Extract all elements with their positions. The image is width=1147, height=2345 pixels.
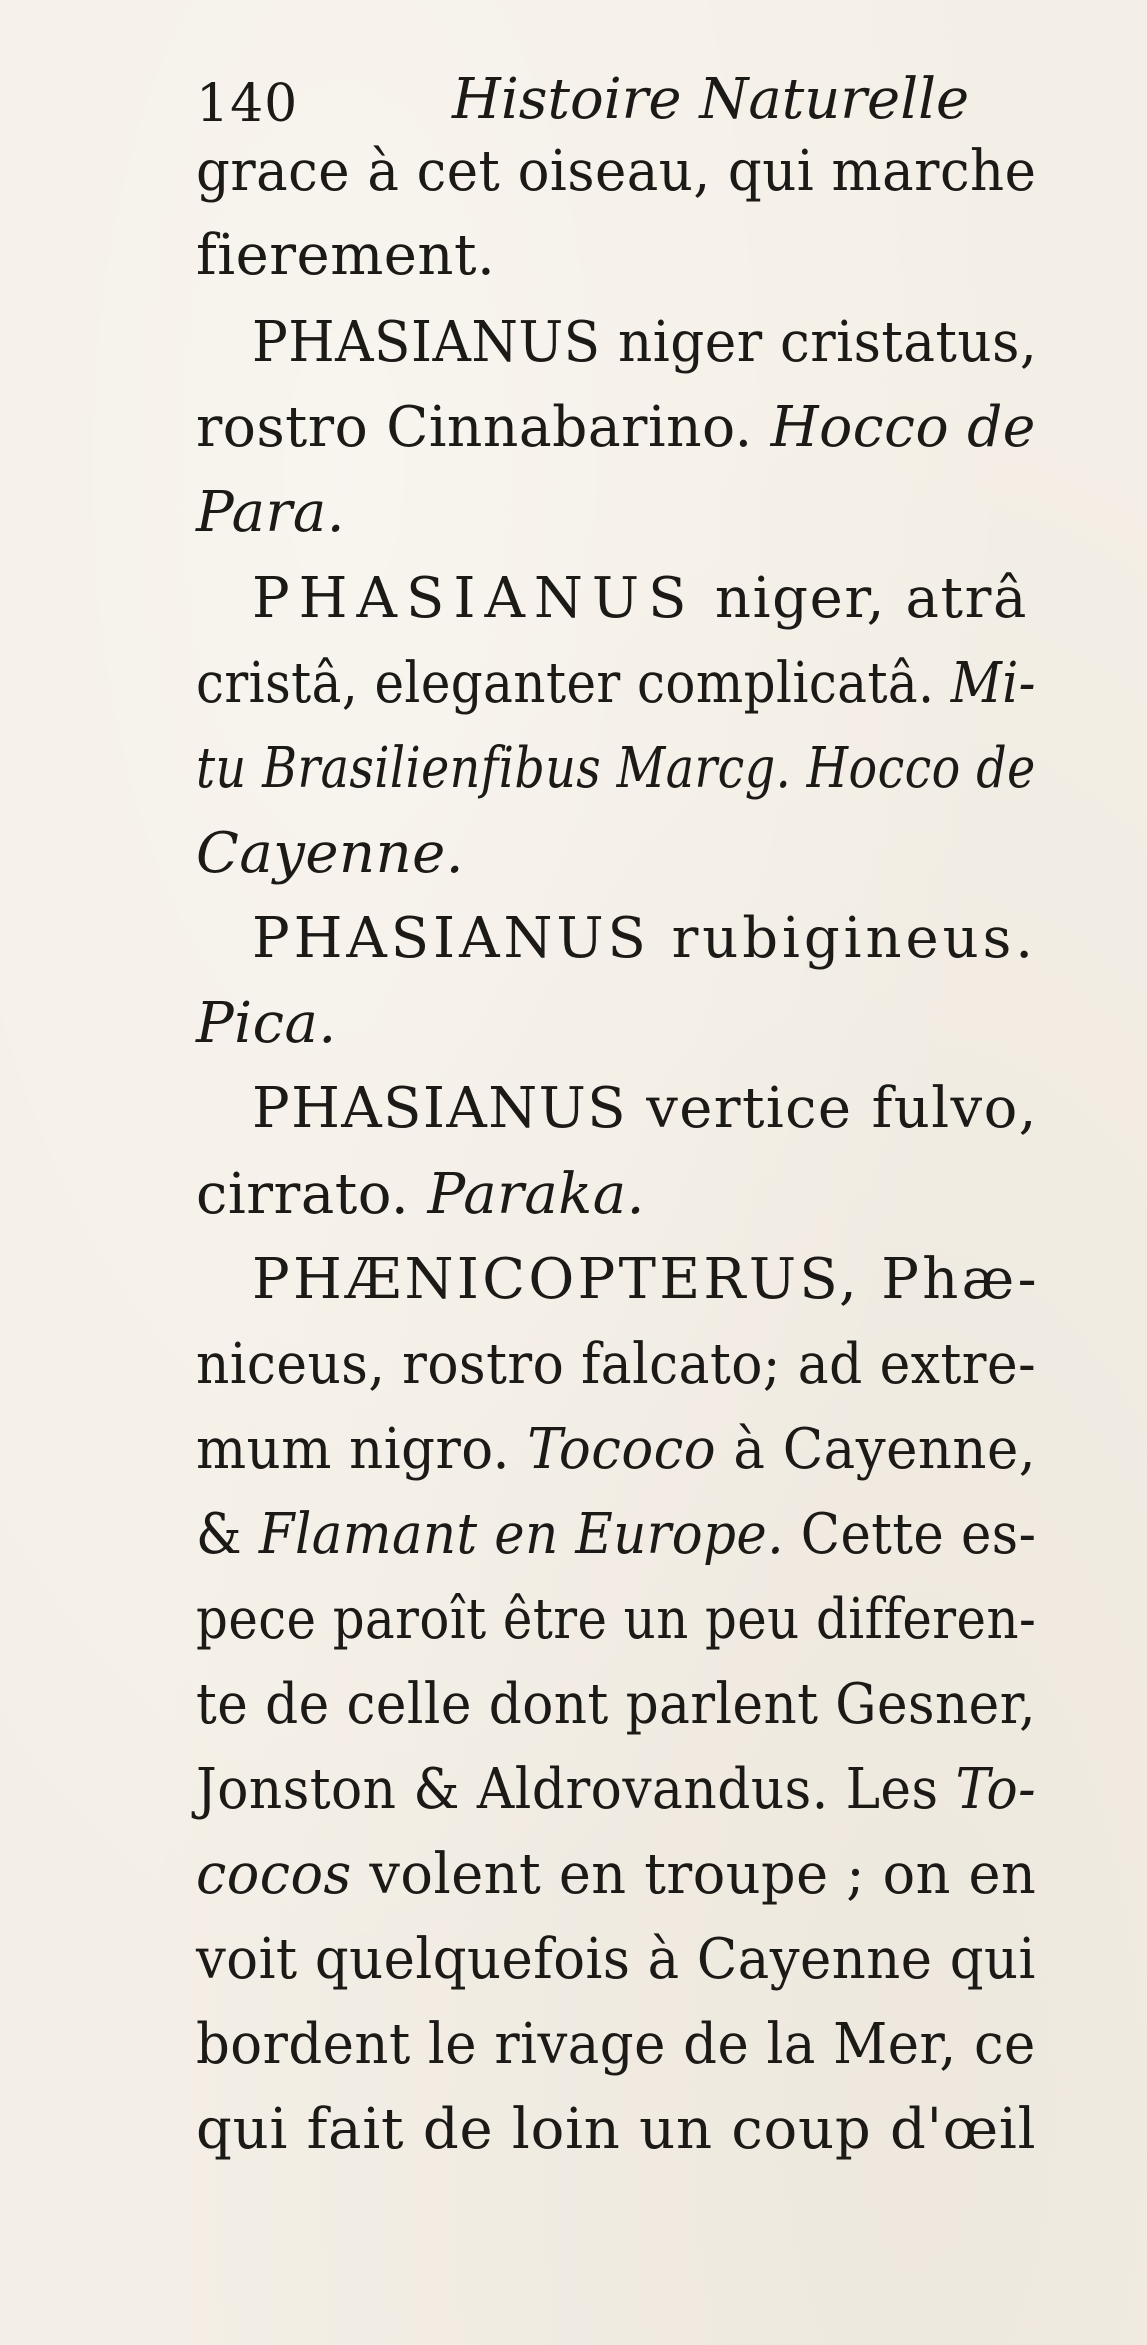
text-line xyxy=(196,1502,1037,1567)
text-line xyxy=(252,566,1028,631)
italic-text: Flamant en Europe. xyxy=(258,1502,784,1567)
text-run: pece paroît être un peu differen- xyxy=(196,1587,1037,1652)
text-run: rostro Cinnabarino. xyxy=(196,395,771,460)
text-run: fierement. xyxy=(196,223,496,288)
text-run: PHÆNICOPTERUS, Phæ- xyxy=(252,1247,1040,1312)
italic-text: tu Brasilienfibus Marcg. Hocco de xyxy=(196,736,1036,801)
italic-text: To- xyxy=(955,1757,1037,1822)
text-line xyxy=(252,310,1038,375)
text-line xyxy=(196,1927,1036,1992)
text-run: PHASIANUS rubigineus. xyxy=(252,906,1037,971)
text-run: Jonston & Aldrovandus. Les xyxy=(196,1757,956,1822)
text-run: qui fait de loin un coup d'œil xyxy=(196,2097,1037,2162)
text-run: grace à cet oiseau, qui marche xyxy=(196,139,1037,204)
text-run: PHASIANUS niger cristatus, xyxy=(252,310,1038,375)
text-line xyxy=(196,1417,1037,1482)
text-run: volent en troupe ; on en xyxy=(351,1842,1037,1907)
text-line xyxy=(196,2012,1036,2077)
text-line xyxy=(252,906,1037,971)
italic-text: Paraka. xyxy=(427,1162,645,1227)
text-line xyxy=(196,736,1036,801)
text-line xyxy=(196,223,496,288)
italic-text: Mi- xyxy=(950,651,1036,716)
italic-text: cocos xyxy=(196,1842,352,1907)
italic-text: Cayenne. xyxy=(196,821,465,886)
text-line xyxy=(196,139,1037,204)
page-number: 140 xyxy=(196,74,299,134)
text-line xyxy=(196,991,337,1056)
italic-text: Pica. xyxy=(196,991,337,1056)
text-line xyxy=(196,1757,1037,1822)
text-run: Cette es- xyxy=(783,1502,1037,1567)
text-line xyxy=(196,1162,645,1227)
text-run: à Cayenne, xyxy=(716,1417,1037,1482)
text-line xyxy=(196,1842,1037,1907)
text-run: cristâ, eleganter complicatâ. xyxy=(196,651,951,716)
text-run: & xyxy=(196,1502,259,1567)
text-line xyxy=(252,1247,1040,1312)
text-run: niceus, rostro falcato; ad extre- xyxy=(196,1332,1037,1397)
text-run: te de celle dont parlent Gesner, xyxy=(196,1672,1037,1737)
text-run: bordent le rivage de la Mer, ce xyxy=(196,2012,1036,2077)
running-title: Histoire Naturelle xyxy=(452,67,970,132)
text-line xyxy=(196,480,346,545)
text-line xyxy=(196,651,1036,716)
text-run: niger, atrâ xyxy=(695,566,1028,631)
italic-text: Hocco de xyxy=(770,395,1036,460)
italic-text: Para. xyxy=(196,480,346,545)
text-run: PHASIANUS xyxy=(252,566,696,631)
italic-text: Tococo xyxy=(527,1417,717,1482)
text-line xyxy=(196,395,1036,460)
text-line xyxy=(196,1332,1037,1397)
text-run: PHASIANUS vertice fulvo, xyxy=(252,1076,1038,1141)
text-run: voit quelquefois à Cayenne qui xyxy=(196,1927,1036,1992)
text-line xyxy=(196,1587,1037,1652)
text-line xyxy=(196,1672,1037,1737)
text-line xyxy=(252,1076,1038,1141)
text-line xyxy=(196,821,465,886)
text-run: mum nigro. xyxy=(196,1417,528,1482)
text-line xyxy=(196,2097,1037,2162)
text-run: cirrato. xyxy=(196,1162,428,1227)
